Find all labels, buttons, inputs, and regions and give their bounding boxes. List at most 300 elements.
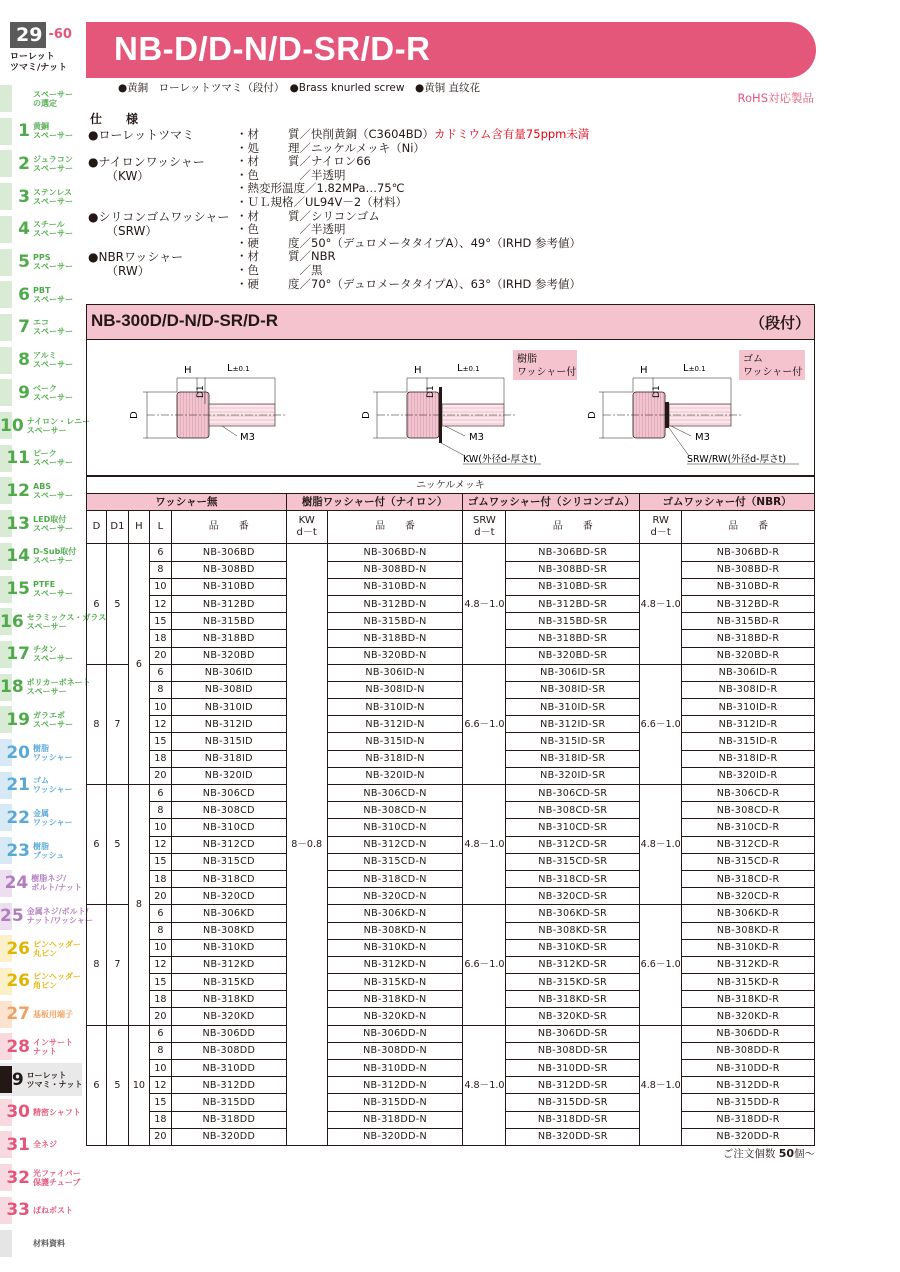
- cell-part-silicone: NB-308KD-SR: [506, 922, 640, 939]
- cell-L: 20: [149, 1008, 171, 1025]
- cell-L: 18: [149, 870, 171, 887]
- cell-H: 10: [128, 1025, 149, 1145]
- cell-part-plain: NB-306ID: [171, 664, 286, 681]
- sidebar-item-label: ばねポスト: [33, 1205, 73, 1215]
- cell-part-nbr: NB-306KD-R: [682, 905, 815, 922]
- cell-part-plain: NB-312CD: [171, 836, 286, 853]
- sidebar-item[interactable]: [0, 900, 93, 933]
- spec-value: 質／NBR: [288, 249, 336, 264]
- cell-part-nylon: NB-315ID-N: [327, 733, 463, 750]
- table-row: [87, 785, 815, 802]
- table-row: [87, 1111, 815, 1128]
- cell-part-nylon: NB-312CD-N: [327, 836, 463, 853]
- spec-value: 度／70°（デュロメータタイプA）、63°（IRHD 参考値）: [288, 276, 582, 291]
- drawing-rubber-washer: [587, 350, 805, 465]
- cell-part-plain: NB-318BD: [171, 630, 286, 647]
- sidebar-item-number: 28: [6, 1036, 30, 1057]
- sidebar-item[interactable]: [0, 638, 82, 671]
- cell-part-plain: NB-318DD: [171, 1111, 286, 1128]
- cell-part-silicone: NB-320BD-SR: [506, 647, 640, 664]
- spec-line: [236, 237, 581, 251]
- table-row: [87, 853, 815, 870]
- cell-part-nylon: NB-308KD-N: [327, 922, 463, 939]
- cell-L: 10: [149, 939, 171, 956]
- cell-rw: 4.8－1.0: [640, 785, 682, 905]
- spec-key: ・材: [236, 208, 259, 223]
- cell-part-nylon: NB-306DD-N: [327, 1025, 463, 1042]
- cell-L: 15: [149, 1094, 171, 1111]
- label-M3: M3: [240, 432, 255, 443]
- cell-part-plain: NB-320DD: [171, 1128, 286, 1145]
- cell-part-nylon: NB-310KD-N: [327, 939, 463, 956]
- sidebar-item-number: 2: [18, 153, 30, 174]
- sidebar-item-label: ゴム ワッシャー: [33, 776, 73, 795]
- cell-part-silicone: NB-315ID-SR: [506, 733, 640, 750]
- spec-key: ・材: [236, 127, 259, 141]
- sidebar-item[interactable]: [0, 1063, 82, 1096]
- cell-part-silicone: NB-308DD-SR: [506, 1042, 640, 1059]
- sidebar-item-number: 27: [6, 1004, 30, 1025]
- cell-part-nbr: NB-312BD-R: [682, 595, 815, 612]
- cell-L: 18: [149, 750, 171, 767]
- resin-washer-tag-line2: ワッシャー付: [517, 367, 577, 378]
- cell-part-nylon: NB-312KD-N: [327, 956, 463, 973]
- cell-part-silicone: NB-315CD-SR: [506, 853, 640, 870]
- cell-L: 6: [149, 544, 171, 561]
- sidebar-item[interactable]: [0, 409, 91, 442]
- cell-part-plain: NB-308KD: [171, 922, 286, 939]
- cell-L: 10: [149, 1060, 171, 1077]
- sidebar-item[interactable]: [0, 213, 82, 246]
- sidebar-item-label: D-Sub取付 スペーサー: [33, 547, 77, 566]
- cell-part-silicone: NB-306BD-SR: [506, 544, 640, 561]
- sidebar-item-marker: [0, 85, 12, 112]
- spec-line: [236, 155, 371, 169]
- table-row: [87, 1060, 815, 1077]
- cell-part-plain: NB-308DD: [171, 1042, 286, 1059]
- cell-L: 6: [149, 1025, 171, 1042]
- sidebar-item-label: ステンレス スペーサー: [33, 187, 73, 206]
- cell-L: 8: [149, 561, 171, 578]
- cell-L: 18: [149, 991, 171, 1008]
- column-header: 品 番: [506, 511, 640, 544]
- table-row: [87, 595, 815, 612]
- svg-text:L±0.1: L±0.1: [683, 363, 706, 374]
- spec-key: ・色: [236, 167, 259, 182]
- sidebar-item-label: 黄銅 スペーサー: [33, 122, 73, 141]
- sidebar-item-number: 17: [6, 644, 30, 665]
- cell-L: 20: [149, 888, 171, 905]
- sidebar-item[interactable]: [0, 573, 82, 606]
- cell-part-plain: NB-320BD: [171, 647, 286, 664]
- page-number-suffix: -60: [48, 27, 72, 42]
- product-type: （段付）: [749, 314, 810, 332]
- sidebar-item-label: 精密シャフト: [33, 1107, 81, 1117]
- spec-key: ・硬: [236, 235, 259, 250]
- spec-value: ／1.82MPa…75℃: [305, 181, 405, 196]
- table-row: [87, 802, 815, 819]
- cell-part-nylon: NB-320ID-N: [327, 767, 463, 784]
- sidebar-item[interactable]: [0, 180, 82, 213]
- sidebar-item-label: エコ スペーサー: [33, 318, 73, 337]
- sidebar-item-label: ジュラコン スペーサー: [33, 154, 73, 173]
- column-header: 品 番: [682, 511, 815, 544]
- spec-key: ・処: [236, 140, 259, 155]
- cell-D1: 7: [106, 905, 128, 1025]
- cell-part-nbr: NB-306BD-R: [682, 544, 815, 561]
- sidebar-item[interactable]: [0, 376, 82, 409]
- spec-line: [236, 250, 335, 264]
- sidebar-item-label: 樹脂 ワッシャー: [33, 743, 73, 762]
- cell-rw: 6.6－1.0: [640, 664, 682, 784]
- cell-part-silicone: NB-310KD-SR: [506, 939, 640, 956]
- table-row: [87, 630, 815, 647]
- cell-L: 8: [149, 922, 171, 939]
- cell-L: 6: [149, 664, 171, 681]
- svg-text:ゴム: ゴム: [743, 354, 763, 365]
- cell-D: 8: [87, 664, 107, 784]
- cell-L: 20: [149, 647, 171, 664]
- sidebar-item-number: 11: [6, 448, 30, 469]
- cell-part-silicone: NB-312KD-SR: [506, 956, 640, 973]
- cell-part-silicone: NB-315DD-SR: [506, 1094, 640, 1111]
- product-header: [86, 304, 815, 340]
- sidebar-item[interactable]: [0, 82, 82, 115]
- sidebar-item-label: 金属 ワッシャー: [33, 808, 73, 827]
- sidebar-item-label: LED取付 スペーサー: [33, 514, 73, 533]
- sidebar-item-label: 金属ネジ/ボルト/ ナット/ワッシャー: [26, 907, 93, 925]
- cell-L: 12: [149, 836, 171, 853]
- cell-part-plain: NB-308CD: [171, 802, 286, 819]
- cell-part-silicone: NB-318DD-SR: [506, 1111, 640, 1128]
- cell-part-nbr: NB-312KD-R: [682, 956, 815, 973]
- svg-text:D1: D1: [652, 385, 662, 398]
- cell-part-nylon: NB-315CD-N: [327, 853, 463, 870]
- spec-key: ・色: [236, 263, 259, 277]
- sidebar-item-label: スチール スペーサー: [33, 220, 73, 239]
- sidebar-item-label: ベーク スペーサー: [33, 383, 73, 402]
- table-row: [87, 836, 815, 853]
- group-header: ゴムワッシャー付（NBR）: [640, 494, 815, 511]
- cell-srw: 4.8－1.0: [463, 544, 506, 664]
- table-row: [87, 716, 815, 733]
- sidebar-item[interactable]: [0, 115, 82, 148]
- spec-key: ・材: [236, 249, 259, 264]
- cell-rw: 6.6－1.0: [640, 905, 682, 1025]
- spec-line: [236, 128, 589, 142]
- cell-D1: 5: [106, 785, 128, 905]
- table-row: [87, 956, 815, 973]
- spec-note-red: カドミウム含有量75ppm未満: [434, 127, 590, 141]
- table-row: [87, 819, 815, 836]
- sidebar-item[interactable]: [0, 801, 82, 834]
- cell-H: 6: [128, 544, 149, 785]
- cell-part-nylon: NB-312DD-N: [327, 1077, 463, 1094]
- sidebar-item-number: 5: [18, 252, 30, 272]
- cell-part-silicone: NB-318BD-SR: [506, 630, 640, 647]
- cell-part-nylon: NB-310BD-N: [327, 578, 463, 595]
- sidebar-item-label: セラミックス・ガラス スペーサー: [26, 612, 107, 631]
- cell-part-silicone: NB-306KD-SR: [506, 905, 640, 922]
- cell-part-plain: NB-315DD: [171, 1094, 286, 1111]
- cell-part-nylon: NB-310CD-N: [327, 819, 463, 836]
- cell-L: 8: [149, 1042, 171, 1059]
- spec-component-name: ●シリコンゴムワッシャー （SRW）: [88, 209, 230, 238]
- spec-component-name: ●ローレットツマミ: [88, 128, 195, 142]
- sidebar-item[interactable]: [0, 540, 82, 573]
- cell-part-silicone: NB-315KD-SR: [506, 974, 640, 991]
- sidebar-index: [0, 0, 107, 1272]
- column-header: D: [87, 511, 107, 544]
- sidebar-item[interactable]: [0, 1030, 82, 1063]
- cell-srw: 6.6－1.0: [463, 905, 506, 1025]
- sidebar-item[interactable]: [0, 147, 82, 180]
- cell-part-nbr: NB-308ID-R: [682, 681, 815, 698]
- cell-rw: 4.8－1.0: [640, 1025, 682, 1145]
- cell-part-nylon: NB-320KD-N: [327, 1008, 463, 1025]
- table-row: [87, 681, 815, 698]
- label-D: D: [129, 411, 140, 419]
- table-row: [87, 922, 815, 939]
- sidebar-item-number: 15: [6, 579, 30, 599]
- cell-part-plain: NB-310CD: [171, 819, 286, 836]
- sidebar-item[interactable]: [0, 474, 82, 507]
- cell-part-nbr: NB-306DD-R: [682, 1025, 815, 1042]
- column-header: 品 番: [327, 511, 463, 544]
- sidebar-item[interactable]: [0, 442, 82, 475]
- sidebar-item[interactable]: [0, 769, 82, 802]
- table-row: [87, 613, 815, 630]
- cell-L: 15: [149, 613, 171, 630]
- sidebar-item[interactable]: [0, 965, 82, 998]
- cell-part-silicone: NB-320CD-SR: [506, 888, 640, 905]
- table-row: [87, 664, 815, 681]
- cell-part-plain: NB-315BD: [171, 613, 286, 630]
- svg-text:L±0.1: L±0.1: [457, 363, 480, 374]
- sidebar-item-label: スペーサー の選定: [33, 89, 73, 108]
- sidebar-item-number: 21: [6, 775, 30, 796]
- sidebar-item[interactable]: [0, 605, 107, 638]
- column-header: 品 番: [171, 511, 286, 544]
- cell-part-nylon: NB-320DD-N: [327, 1128, 463, 1145]
- drawing-plain: [129, 363, 287, 443]
- cell-D: 6: [87, 544, 107, 664]
- spec-value: 格／UL94V－2（材料）: [282, 195, 408, 209]
- table-row: [87, 939, 815, 956]
- cell-part-plain: NB-306BD: [171, 544, 286, 561]
- cell-part-plain: NB-310KD: [171, 939, 286, 956]
- cell-L: 15: [149, 733, 171, 750]
- page-number-tab: [10, 22, 80, 74]
- sidebar-item-number: 10: [0, 415, 24, 436]
- sidebar-item-number: 26: [6, 971, 30, 992]
- sidebar-item-label: ピンヘッダー 丸ピン: [33, 939, 81, 958]
- cell-part-nbr: NB-308DD-R: [682, 1042, 815, 1059]
- label-D1: D1: [196, 385, 206, 398]
- cell-part-nbr: NB-306ID-R: [682, 664, 815, 681]
- cell-L: 18: [149, 1111, 171, 1128]
- sidebar-item-label: チタン スペーサー: [33, 645, 73, 664]
- spec-value: 質／ナイロン66: [288, 154, 371, 169]
- spec-line: [236, 196, 407, 210]
- sidebar-item[interactable]: [0, 507, 82, 540]
- group-header: ゴムワッシャー付（シリコンゴム）: [463, 494, 640, 511]
- sidebar-item-label: インサート ナット: [33, 1037, 73, 1056]
- product-name: NB-300D/D-N/D-SR/D-R: [91, 311, 279, 330]
- cell-part-nylon: NB-306CD-N: [327, 785, 463, 802]
- cell-part-nbr: NB-320DD-R: [682, 1128, 815, 1145]
- cell-part-nbr: NB-308CD-R: [682, 802, 815, 819]
- svg-text:D: D: [587, 411, 598, 419]
- sidebar-item-number: 3: [18, 186, 30, 207]
- cell-part-silicone: NB-312ID-SR: [506, 716, 640, 733]
- sidebar-item[interactable]: [0, 834, 82, 867]
- table-row: [87, 544, 815, 561]
- table-row: [87, 750, 815, 767]
- spec-heading: 仕 様: [90, 112, 145, 126]
- sidebar-item[interactable]: [0, 703, 82, 736]
- sidebar-item-label: 基板用端子: [33, 1009, 73, 1019]
- sidebar-item-number: 30: [6, 1102, 30, 1123]
- sidebar-item[interactable]: [0, 246, 82, 279]
- cell-part-nylon: NB-308DD-N: [327, 1042, 463, 1059]
- sidebar-item-number: 29: [0, 1069, 24, 1090]
- cell-part-nylon: NB-308BD-N: [327, 561, 463, 578]
- sidebar-item-number: 8: [18, 350, 30, 371]
- table-row: [87, 578, 815, 595]
- cell-part-plain: NB-315ID: [171, 733, 286, 750]
- sidebar-item-label: アルミ スペーサー: [33, 351, 73, 370]
- cell-part-nbr: NB-318BD-R: [682, 630, 815, 647]
- cell-D1: 5: [106, 544, 128, 664]
- sidebar-item-label: ポリカーボネート スペーサー: [26, 678, 91, 697]
- plating-header: ニッケルメッキ: [87, 477, 815, 494]
- cell-part-nbr: NB-312CD-R: [682, 836, 815, 853]
- cell-part-plain: NB-318KD: [171, 991, 286, 1008]
- cell-part-nbr: NB-312DD-R: [682, 1077, 815, 1094]
- table-row: [87, 767, 815, 784]
- cell-part-plain: NB-308ID: [171, 681, 286, 698]
- cell-part-plain: NB-312KD: [171, 956, 286, 973]
- label-L: L±0.1: [227, 363, 250, 374]
- cell-L: 15: [149, 853, 171, 870]
- sidebar-item-label: ガラエポ スペーサー: [33, 710, 73, 729]
- cell-part-silicone: NB-320ID-SR: [506, 767, 640, 784]
- cell-part-nylon: NB-308CD-N: [327, 802, 463, 819]
- cell-D: 8: [87, 905, 107, 1025]
- diagram-box: [86, 340, 815, 476]
- cell-part-nbr: NB-320CD-R: [682, 888, 815, 905]
- cell-part-nbr: NB-306CD-R: [682, 785, 815, 802]
- srw-note: SRW/RW(外径d-厚さt): [687, 454, 787, 465]
- sidebar-item[interactable]: [0, 1161, 82, 1194]
- cell-part-nylon: NB-310ID-N: [327, 699, 463, 716]
- spec-value: ／半透明: [288, 222, 346, 237]
- group-header: 樹脂ワッシャー付（ナイロン）: [286, 494, 463, 511]
- cell-part-nbr: NB-308KD-R: [682, 922, 815, 939]
- sidebar-item-number: 32: [6, 1167, 30, 1188]
- sidebar-item[interactable]: [0, 1096, 82, 1129]
- cell-L: 10: [149, 578, 171, 595]
- cell-part-nylon: NB-320BD-N: [327, 647, 463, 664]
- spec-component-name: ●NBRワッシャー （RW）: [88, 250, 184, 279]
- sidebar-item[interactable]: [0, 344, 82, 377]
- column-header: SRW d－t: [463, 511, 506, 544]
- cell-srw: 6.6－1.0: [463, 664, 506, 784]
- sidebar-item[interactable]: [0, 932, 82, 965]
- cell-part-plain: NB-315CD: [171, 853, 286, 870]
- cell-part-nylon: NB-308ID-N: [327, 681, 463, 698]
- cell-part-nylon: NB-320CD-N: [327, 888, 463, 905]
- cell-part-silicone: NB-310BD-SR: [506, 578, 640, 595]
- page-number: 29: [10, 22, 46, 48]
- order-note: ご注文個数 50個～: [722, 1147, 815, 1160]
- table-row: [87, 699, 815, 716]
- spec-key: ・色: [236, 222, 259, 237]
- part-number-table: [86, 476, 815, 1146]
- cell-part-nbr: NB-315DD-R: [682, 1094, 815, 1111]
- cell-part-plain: NB-320ID: [171, 767, 286, 784]
- sidebar-item[interactable]: [0, 867, 82, 900]
- cell-part-silicone: NB-306DD-SR: [506, 1025, 640, 1042]
- cell-part-silicone: NB-312BD-SR: [506, 595, 640, 612]
- cell-part-nbr: NB-320BD-R: [682, 647, 815, 664]
- cell-part-nbr: NB-318ID-R: [682, 750, 815, 767]
- cell-part-nbr: NB-315CD-R: [682, 853, 815, 870]
- cell-L: 8: [149, 802, 171, 819]
- sidebar-item-label: PPS スペーサー: [33, 253, 73, 271]
- svg-text:ワッシャー付: ワッシャー付: [743, 367, 803, 378]
- table-row: [87, 647, 815, 664]
- cell-L: 15: [149, 974, 171, 991]
- spec-line: [236, 278, 581, 292]
- spec-key: ・材: [236, 154, 259, 169]
- cell-L: 10: [149, 699, 171, 716]
- sidebar-item-number: 33: [6, 1200, 30, 1221]
- sidebar-item[interactable]: [0, 311, 82, 344]
- sidebar-item[interactable]: [0, 1227, 82, 1260]
- cell-L: 18: [149, 630, 171, 647]
- cell-D: 6: [87, 1025, 107, 1145]
- cell-part-plain: NB-318ID: [171, 750, 286, 767]
- spec-line: [236, 210, 380, 224]
- table-row: [87, 974, 815, 991]
- sidebar-item[interactable]: [0, 671, 91, 704]
- sidebar-item-number: 7: [18, 317, 30, 338]
- sidebar-item[interactable]: [0, 998, 82, 1031]
- cell-part-nbr: NB-315ID-R: [682, 733, 815, 750]
- sidebar-item-label: 樹脂ネジ/ ボルト/ナット: [31, 874, 82, 893]
- cell-L: 10: [149, 819, 171, 836]
- spec-key: ・熱変形温度: [236, 181, 305, 196]
- material-line: ●黄銅 ローレットツマミ（段付） ●Brass knurled screw ●黄铜 直纹花: [118, 82, 480, 94]
- svg-text:D1: D1: [426, 385, 436, 398]
- sidebar-item[interactable]: [0, 736, 82, 769]
- rohs-label: RoHS対応製品: [737, 91, 814, 105]
- sidebar-item[interactable]: [0, 1194, 82, 1227]
- cell-part-silicone: NB-320DD-SR: [506, 1128, 640, 1145]
- cell-part-plain: NB-310BD: [171, 578, 286, 595]
- sidebar-item[interactable]: [0, 1128, 82, 1161]
- sidebar-item-label: ABS スペーサー: [33, 481, 73, 500]
- sidebar-item-label: 全ネジ: [33, 1140, 57, 1150]
- spec-value: 理／ニッケルメッキ（Ni）: [288, 140, 425, 155]
- sidebar-item-label: ピーク スペーサー: [33, 449, 73, 468]
- cell-part-silicone: NB-318KD-SR: [506, 991, 640, 1008]
- cell-kw: 8－0.8: [286, 544, 327, 1146]
- sidebar-item[interactable]: [0, 278, 82, 311]
- cell-part-nylon: NB-306ID-N: [327, 664, 463, 681]
